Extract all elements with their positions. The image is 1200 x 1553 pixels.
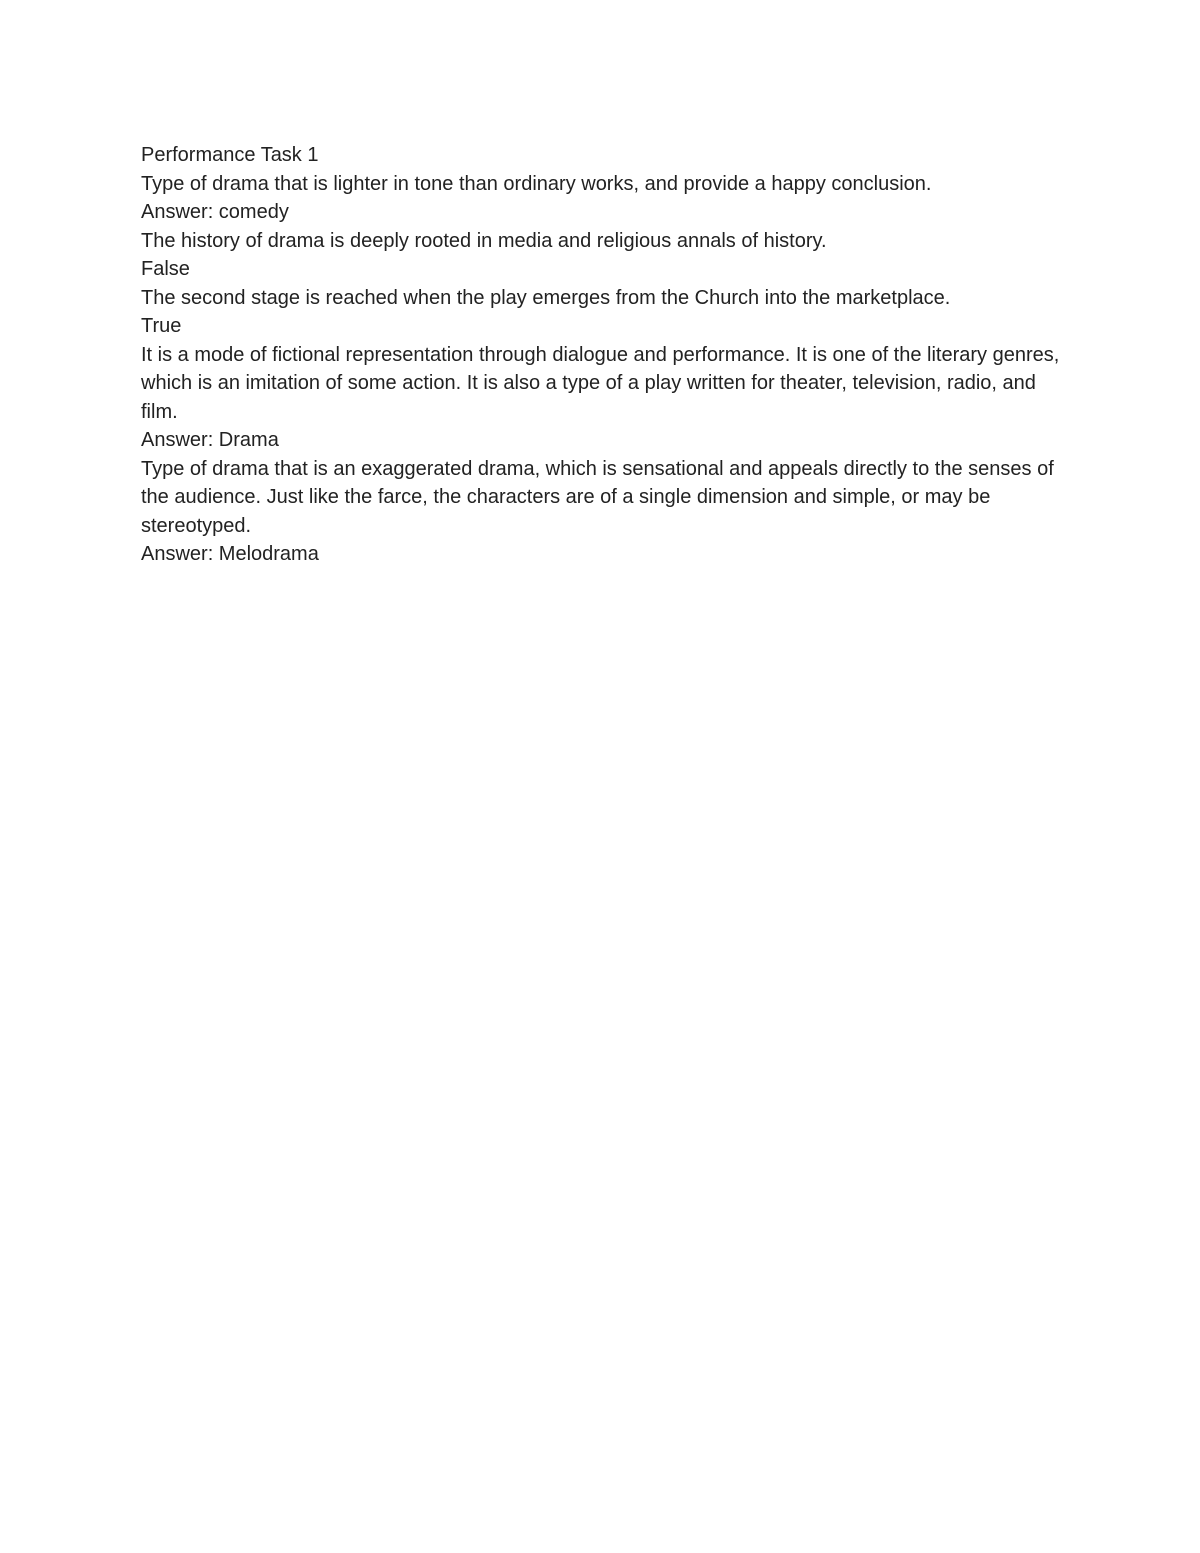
question-3: The second stage is reached when the play emerges from the Church into the marketplace. xyxy=(141,286,951,309)
answer-5: Answer: Melodrama xyxy=(141,543,319,565)
answer-1: Answer: comedy xyxy=(141,201,289,223)
answer-3: True xyxy=(141,315,182,337)
question-2: The history of drama is deeply rooted in media and religious annals of history. xyxy=(141,229,827,252)
question-5: Type of drama that is an exaggerated drama, which is sensational and appeals directly to the senses of the audience. Just like the farce, the characters are of a single dimension and simple, or may be stereotyped. xyxy=(141,457,1054,537)
question-4: It is a mode of fictional representation through dialogue and performance. It is one of the literary genres, which is an imitation of some action. It is also a type of a play written for theater, television, radio, and film. xyxy=(141,343,1060,423)
answer-4: Answer: Drama xyxy=(141,429,279,451)
answer-2: False xyxy=(141,258,190,280)
document-title: Performance Task 1 xyxy=(141,144,319,166)
document-body xyxy=(141,141,1066,569)
question-1: Type of drama that is lighter in tone than ordinary works, and provide a happy conclusion. xyxy=(141,172,932,195)
